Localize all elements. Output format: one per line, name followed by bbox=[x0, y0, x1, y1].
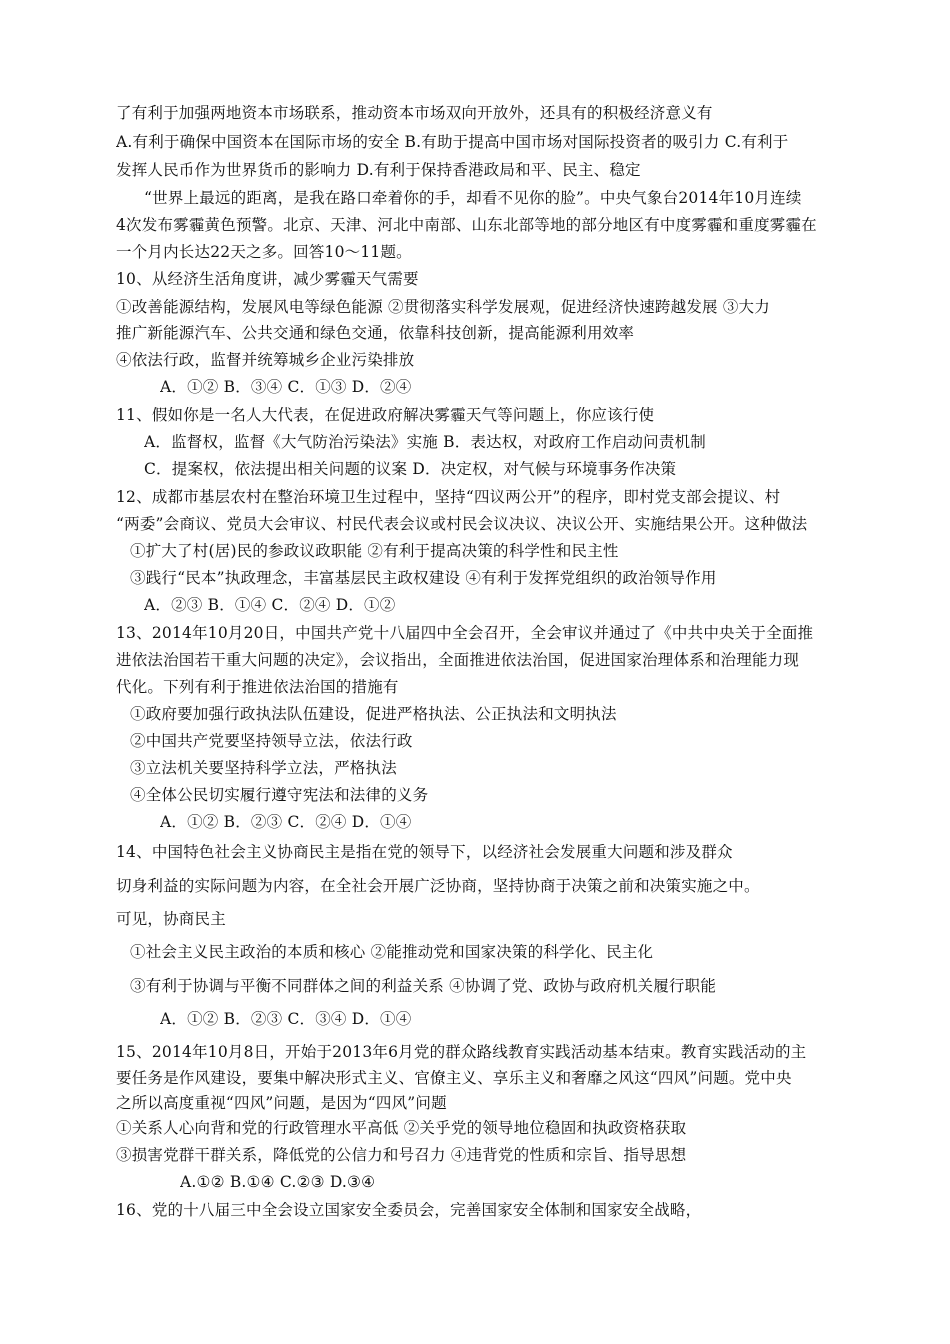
text-line: ①改善能源结构，发展风电等绿色能源 ②贯彻落实科学发展观，促进经济快速跨越发展 ③大力 bbox=[116, 298, 770, 316]
answer-options: A.①② B.①④ C.②③ D.③④ bbox=[180, 1173, 376, 1191]
question-16: 16、党的十八届三中全会设立国家安全委员会，完善国家安全体制和国家安全战略， bbox=[116, 1201, 702, 1219]
text-line: ③损害党群干群关系，降低党的公信力和号召力 ④违背党的性质和宗旨、指导思想 bbox=[116, 1146, 687, 1164]
text-line: “世界上最远的距离，是我在路口牵着你的手，却看不见你的脸”。中央气象台2014年10月连续 bbox=[144, 189, 802, 207]
text-line: 一个月内长达22天之多。回答10～11题。 bbox=[116, 243, 412, 261]
text-line: 要任务是作风建设，要集中解决形式主义、官僚主义、享乐主义和奢靡之风这“四风”问题。党中央 bbox=[116, 1069, 792, 1087]
text-line: ④全体公民切实履行遵守宪法和法律的义务 bbox=[130, 786, 429, 804]
question-10: 10、从经济生活角度讲，减少雾霾天气需要 bbox=[116, 270, 419, 288]
answer-options: A．①② B．②③ C．③④ D．①④ bbox=[160, 1010, 412, 1028]
text-line: A.有利于确保中国资本在国际市场的安全 B.有助于提高中国市场对国际投资者的吸引力 C.有利于 bbox=[116, 133, 789, 151]
question-11: 11、假如你是一名人大代表，在促进政府解决雾霾天气等问题上，你应该行使 bbox=[116, 406, 655, 424]
question-12: 12、成都市基层农村在整治环境卫生过程中，坚持“四议两公开”的程序，即村党支部会提议、村 bbox=[116, 488, 781, 506]
answer-options: C．提案权，依法提出相关问题的议案 D．决定权，对气候与环境事务作决策 bbox=[144, 460, 677, 478]
text-line: 推广新能源汽车、公共交通和绿色交通，依靠科技创新，提高能源利用效率 bbox=[116, 324, 635, 342]
question-15: 15、2014年10月8日，开始于2013年6月党的群众路线教育实践活动基本结束。教育实践活动的主 bbox=[116, 1043, 807, 1061]
answer-options: A．②③ B．①④ C．②④ D．①② bbox=[144, 596, 396, 614]
text-line: ④依法行政，监督并统筹城乡企业污染排放 bbox=[116, 351, 415, 369]
question-14: 14、中国特色社会主义协商民主是指在党的领导下，以经济社会发展重大问题和涉及群众 bbox=[116, 843, 733, 861]
text-line: 了有利于加强两地资本市场联系，推动资本市场双向开放外，还具有的积极经济意义有 bbox=[116, 104, 713, 122]
text-line: ①扩大了村(居)民的参政议政职能 ②有利于提高决策的科学性和民主性 bbox=[130, 542, 619, 560]
answer-options: A．①② B．③④ C．①③ D．②④ bbox=[160, 378, 412, 396]
answer-options: A．监督权，监督《大气防治污染法》实施 B．表达权，对政府工作启动问责机制 bbox=[144, 433, 706, 451]
text-line: 进依法治国若干重大问题的决定》，会议指出，全面推进依法治国，促进国家治理体系和治理能力现 bbox=[116, 651, 800, 669]
text-line: ①社会主义民主政治的本质和核心 ②能推动党和国家决策的科学化、民主化 bbox=[130, 943, 654, 961]
text-line: 可见，协商民主 bbox=[116, 910, 226, 928]
text-line: ①关系人心向背和党的行政管理水平高低 ②关乎党的领导地位稳固和执政资格获取 bbox=[116, 1119, 687, 1137]
text-line: 切身利益的实际问题为内容，在全社会开展广泛协商，坚持协商于决策之前和决策实施之中。 bbox=[116, 877, 760, 895]
text-line: ③有利于协调与平衡不同群体之间的利益关系 ④协调了党、政协与政府机关履行职能 bbox=[130, 977, 717, 995]
text-line: ①政府要加强行政执法队伍建设，促进严格执法、公正执法和文明执法 bbox=[130, 705, 617, 723]
text-line: 代化。下列有利于推进依法治国的措施有 bbox=[116, 678, 399, 696]
text-line: “两委”会商议、党员大会审议、村民代表会议或村民会议决议、决议公开、实施结果公开。这种做法 bbox=[116, 515, 808, 533]
text-line: 之所以高度重视“四风”问题，是因为“四风”问题 bbox=[116, 1094, 447, 1112]
question-13: 13、2014年10月20日，中国共产党十八届四中全会召开，全会审议并通过了《中共中央关于全面推 bbox=[116, 624, 814, 642]
text-line: 发挥人民币作为世界货币的影响力 D.有利于保持香港政局和平、民主、稳定 bbox=[116, 161, 641, 179]
answer-options: A．①② B．②③ C．②④ D．①④ bbox=[160, 813, 412, 831]
text-line: 4次发布雾霾黄色预警。北京、天津、河北中南部、山东北部等地的部分地区有中度雾霾和重度雾霾在 bbox=[116, 216, 817, 234]
text-line: ③践行“民本”执政理念，丰富基层民主政权建设 ④有利于发挥党组织的政治领导作用 bbox=[130, 569, 717, 587]
text-line: ③立法机关要坚持科学立法，严格执法 bbox=[130, 759, 397, 777]
text-line: ②中国共产党要坚持领导立法，依法行政 bbox=[130, 732, 413, 750]
